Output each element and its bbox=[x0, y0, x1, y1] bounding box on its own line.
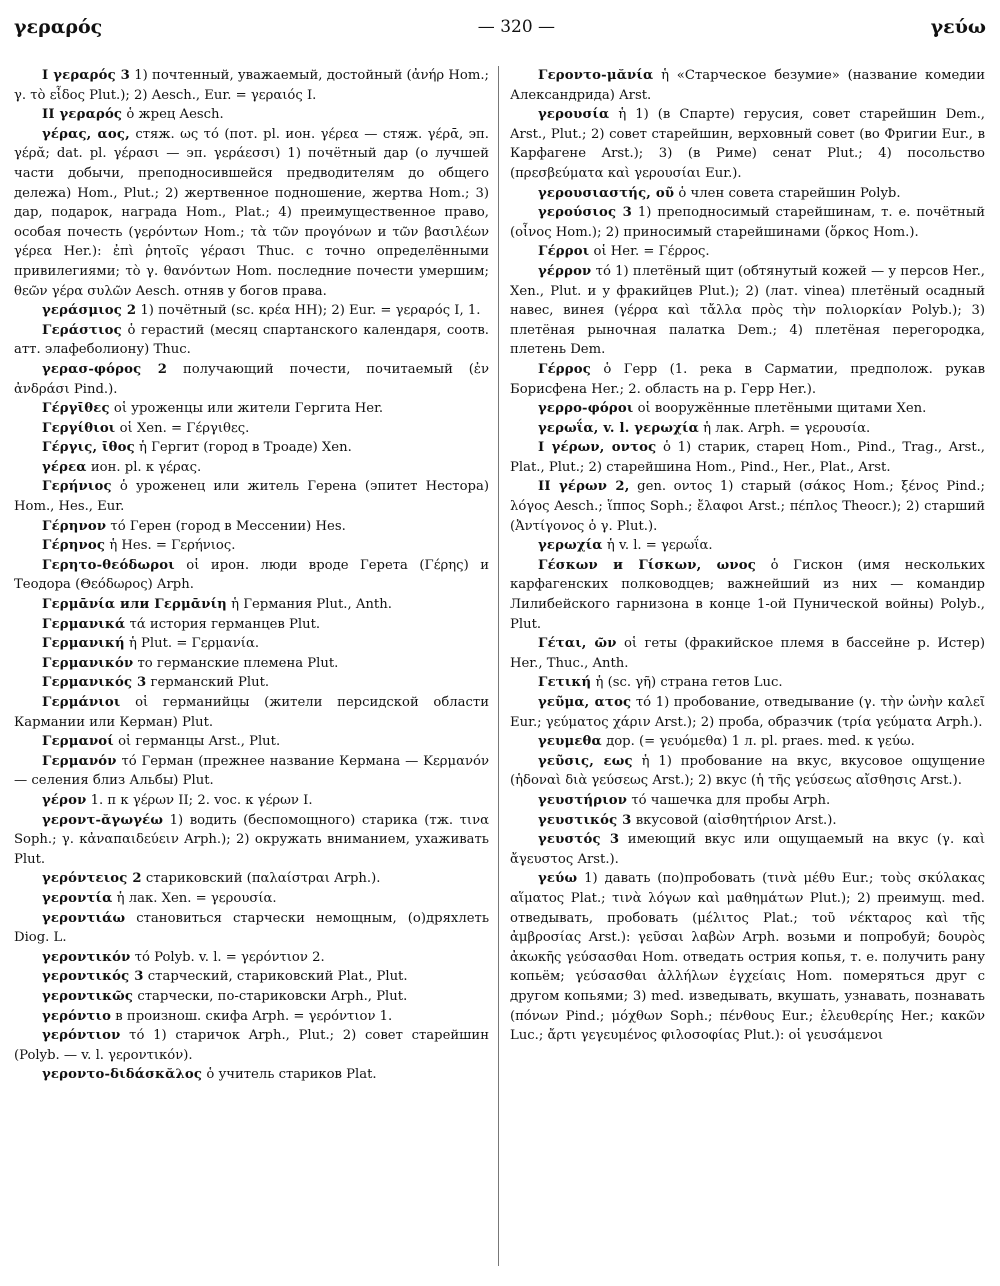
entry-headword: γέρρον bbox=[538, 263, 592, 279]
dictionary-entry bbox=[510, 438, 985, 477]
dictionary-entry bbox=[14, 536, 489, 556]
entry-headword: II γεραρός bbox=[42, 107, 123, 123]
entry-headword: I γέρων, οντος bbox=[538, 440, 657, 456]
entry-headword: γερόντιο bbox=[42, 1008, 112, 1024]
dictionary-entry bbox=[510, 262, 985, 360]
dictionary-entry bbox=[14, 889, 489, 909]
entry-definition: стариковский (παλαίστραι Arph.). bbox=[141, 871, 381, 887]
entry-definition: ἡ лак. Xen. = γερουσία. bbox=[112, 890, 277, 906]
entry-definition: οἱ Xen. = Γέργιθες. bbox=[115, 420, 250, 436]
entry-headword: II γέρων 2, bbox=[538, 479, 630, 495]
entry-headword: γερουσία bbox=[538, 107, 610, 123]
dictionary-entry bbox=[14, 987, 489, 1007]
dictionary-entry bbox=[14, 967, 489, 987]
dictionary-entry bbox=[510, 752, 985, 791]
entry-definition: τά история германцев Plut. bbox=[125, 616, 321, 632]
entry-definition: ὁ уроженец или житель Герена (эпитет Нестора) Hom., Hes., Eur. bbox=[14, 479, 489, 515]
dictionary-entry bbox=[14, 360, 489, 399]
entry-definition: ион. pl. к γέρας. bbox=[86, 459, 202, 475]
entry-headword: γεῦσις, εως bbox=[538, 753, 633, 769]
header-left-headword: γεραρός bbox=[14, 16, 103, 38]
dictionary-entry bbox=[14, 1065, 489, 1085]
entry-definition: ἡ Plut. = Γερμανία. bbox=[124, 636, 260, 652]
entry-definition: οἱ уроженцы или жители Гергита Her. bbox=[109, 401, 384, 417]
entry-headword: γεράσμιος 2 bbox=[42, 303, 137, 319]
entry-headword: γεροντο-διδάσκᾰλος bbox=[42, 1067, 203, 1083]
dictionary-entry bbox=[510, 242, 985, 262]
entry-headword: γέρον bbox=[42, 792, 87, 808]
entry-definition: τό 1) плетёный щит (обтянутый кожей — у персов Her., Xen., Plut. и у фракийцев Plut.); 2) (лат. vinea) плетёный осадный навес, винея (γέρρα καὶ τἄλλα πρὸς τὴν πολιορκίαν Polyb.); 3) плетёная рыночная палатка Dem.; 4) плетёная перегородка, плетень Dem. bbox=[510, 263, 985, 358]
entry-headword: Γερμανική bbox=[42, 636, 125, 652]
dictionary-entry bbox=[14, 301, 489, 321]
entry-headword: Γέται, ῶν bbox=[538, 636, 617, 652]
dictionary-entry bbox=[510, 556, 985, 634]
entry-definition: τό 1) пробование, отведывание (γ. τὴν ὠνὴν καλεῖ Eur.; γεύματος χάριν Arst.); 2) проба, образчик (τρία γεύματα Arph.). bbox=[510, 695, 985, 730]
dictionary-entry bbox=[14, 811, 489, 870]
entry-definition: τό чашечка для пробы Arph. bbox=[627, 792, 831, 808]
entry-definition: οἱ германийцы (жители персидской области Кармании или Керман) Plut. bbox=[14, 695, 489, 730]
dictionary-entry bbox=[510, 830, 985, 869]
entry-definition: ἡ Hes. = Γερήνιος. bbox=[105, 538, 236, 554]
dictionary-entry bbox=[510, 399, 985, 419]
dictionary-entry bbox=[14, 693, 489, 732]
entry-headword: γεροντιάω bbox=[42, 910, 126, 926]
entry-definition: ἡ v. l. = γερωΐα. bbox=[602, 538, 713, 554]
entry-headword: γευμεθα bbox=[538, 734, 602, 750]
entry-headword: γερασ-φόρος 2 bbox=[42, 361, 168, 377]
entry-headword: Γερητο-θεόδωροι bbox=[42, 557, 175, 573]
dictionary-entry bbox=[14, 105, 489, 125]
entry-headword: γέρας, αος, bbox=[42, 126, 130, 142]
entry-headword: Γέργῑθες bbox=[42, 401, 110, 417]
right-column bbox=[510, 66, 985, 1276]
dictionary-entry bbox=[510, 105, 985, 183]
dictionary-entry bbox=[14, 399, 489, 419]
entry-headword: γευστικός 3 bbox=[538, 812, 632, 828]
dictionary-entry bbox=[14, 1007, 489, 1027]
entry-headword: Γέρηνον bbox=[42, 518, 107, 534]
entry-headword: Γεροντο-μᾰνία bbox=[538, 68, 654, 83]
dictionary-entry bbox=[14, 634, 489, 654]
entry-definition: 1) почтенный, уважаемый, достойный (ἀνήρ Hom.; γ. τὸ εἶδος Plut.); 2) Aesch., Eur. = γεραιός I. bbox=[14, 68, 489, 103]
dictionary-entry bbox=[14, 66, 489, 105]
entry-definition: старчески, по-стариковски Arph., Plut. bbox=[133, 988, 408, 1004]
entry-definition: получающий почести, почитаемый (ἐν ἀνδράσι Pind.). bbox=[14, 361, 489, 397]
dictionary-entry bbox=[510, 791, 985, 811]
entry-definition: τό 1) старичок Arph., Plut.; 2) совет старейшин (Polyb. — v. l. γεροντικόν). bbox=[14, 1028, 489, 1063]
entry-definition: ἡ 1) (в Спарте) герусия, совет старейшин Dem., Arst., Plut.; 2) совет старейшин, верховный совет (во Фригии Eur., в Карфагене Arst.); 3) (в Риме) сенат Plut.; 4) посольство (πρεσβεύματα καὶ γερουσίαι Eur.). bbox=[510, 107, 985, 181]
entry-headword: γεροντικός 3 bbox=[42, 969, 144, 985]
entry-definition: 1) преподносимый старейшинам, т. е. почётный (οἶνος Hom.); 2) приносимый старейшинами (ὅρκος Hom.). bbox=[510, 205, 985, 240]
dictionary-entry bbox=[510, 184, 985, 204]
entry-definition: τό Герен (город в Мессении) Hes. bbox=[106, 518, 346, 534]
dictionary-entry bbox=[14, 791, 489, 811]
entry-definition: ἡ Германия Plut., Anth. bbox=[226, 597, 392, 613]
dictionary-entry bbox=[14, 125, 489, 301]
entry-definition: ἡ 1) пробование на вкус, вкусовое ощущение (ἡδοναὶ διὰ γεύσεως Arst.); 2) вкус (ἡ τῆς γεύσεως αἴσθησις Arst.). bbox=[510, 753, 985, 789]
dictionary-entry bbox=[510, 673, 985, 693]
dictionary-entry bbox=[14, 419, 489, 439]
entry-headword: Γέργις, ῑθος bbox=[42, 440, 135, 456]
entry-headword: Γέσκων и Γίσκων, ωνος bbox=[538, 557, 756, 573]
entry-definition: ἡ Гергит (город в Троаде) Xen. bbox=[134, 440, 352, 456]
dictionary-entry bbox=[510, 360, 985, 399]
entry-definition: οἱ германцы Arst., Plut. bbox=[113, 734, 281, 750]
dictionary-entry bbox=[14, 477, 489, 516]
entry-definition: германский Plut. bbox=[146, 675, 270, 691]
entry-headword: γευστήριον bbox=[538, 792, 628, 808]
entry-headword: γερούσιος 3 bbox=[538, 205, 633, 221]
dictionary-entry bbox=[14, 654, 489, 674]
entry-definition: ὁ Герр (1. река в Сарматии, предполож. рукав Борисфена Her.; 2. область на р. Герр Her.). bbox=[510, 361, 985, 397]
entry-headword: Γερμανικά bbox=[42, 616, 126, 632]
dictionary-entry bbox=[14, 752, 489, 791]
entry-definition: ὁ член совета старейшин Polyb. bbox=[674, 185, 901, 201]
dictionary-entry bbox=[510, 634, 985, 673]
dictionary-entry bbox=[510, 869, 985, 1045]
dictionary-entry bbox=[510, 811, 985, 831]
entry-definition: gen. οντος 1) старый (σάκος Hom.; ξένος Pind.; λόγος Aesch.; ἵππος Soph.; ἔλαφοι Arst.; πέπλος Theocr.); 2) старший (Ἀντίγονος ὁ γ. Plut.). bbox=[510, 479, 985, 534]
entry-headword: γεύω bbox=[538, 871, 578, 887]
dictionary-entry bbox=[14, 673, 489, 693]
entry-headword: Γερμανικόν bbox=[42, 655, 134, 671]
entry-headword: Γερήνιος bbox=[42, 479, 112, 495]
dictionary-entry bbox=[14, 1026, 489, 1065]
entry-headword: γεροντικόν bbox=[42, 949, 131, 965]
dictionary-entry bbox=[14, 556, 489, 595]
entry-definition: 1. п к γέρων II; 2. voc. к γέρων I. bbox=[86, 792, 313, 808]
page-header bbox=[14, 14, 986, 40]
entry-definition: старческий, стариковский Plat., Plut. bbox=[143, 969, 408, 985]
dictionary-entry bbox=[14, 948, 489, 968]
dictionary-entry bbox=[14, 438, 489, 458]
entry-definition: ἡ лак. Arph. = γερουσία. bbox=[698, 420, 871, 436]
entry-definition: дор. (= γευόμεθα) 1 л. pl. praes. med. к γεύω. bbox=[601, 734, 915, 750]
dictionary-entry bbox=[510, 477, 985, 536]
entry-definition: ἡ (sc. γῆ) страна гетов Luc. bbox=[591, 675, 783, 691]
entry-definition: ὁ герастий (месяц спартанского календаря, соотв. атт. элафеболиону) Thuc. bbox=[14, 322, 489, 358]
entry-headword: γέρεα bbox=[42, 459, 87, 475]
entry-definition: ὁ Гискон (имя нескольких карфагенских полководцев; важнейший из них — командир Лилибейского гарнизона в конце 1-ой Пунической войны) Polyb., Plut. bbox=[510, 557, 985, 632]
entry-definition: 1) водить (беспомощного) старика (тж. τινα Soph.; γ. κἀναπαιδεύειν Arph.); 2) окружать вниманием, ухаживать Plut. bbox=[14, 812, 489, 867]
entry-definition: οἱ ирон. люди вроде Герета (Γέρης) и Теодора (Θεόδωρος) Arph. bbox=[14, 557, 489, 593]
entry-definition: τό Polyb. v. l. = γερόντιον 2. bbox=[130, 949, 325, 965]
left-column bbox=[14, 66, 489, 1276]
column-divider bbox=[498, 66, 499, 1266]
entry-definition: τό Герман (прежнее название Кермана — Κερμανόν — селения близ Альбы) Plut. bbox=[14, 753, 489, 789]
entry-headword: γεροντικῶς bbox=[42, 988, 134, 1004]
dictionary-entry bbox=[510, 536, 985, 556]
entry-definition: становиться старчески немощным, (о)дряхлеть Diog. L. bbox=[14, 910, 489, 946]
entry-headword: Γερμανικός 3 bbox=[42, 675, 147, 691]
dictionary-entry bbox=[14, 458, 489, 478]
dictionary-entry bbox=[510, 419, 985, 439]
entry-definition: стяж. ως τό (пот. pl. ион. γέρεα — стяж. γέρᾱ, эп. γέρᾰ; dat. pl. γέρασι — эп. γεράεσσι) 1) почётный дар (о лучшей части добычи, преподносившейся предводителям до общего дележа) Hom., Plut.; 2) жертвенное подношение, жертва Hom.; 3) дар, подарок, награда Hom., Plat.; 4) преимущественное право, особая почесть (γερόντων Hom.; τὰ τῶν προγόνων и τῶν βασιλέων γέρεα Her.): ἐπὶ ῥητοῖς γέρασι Thuc. с точно определёнными привилегиями; τὸ γ. θανόντων Hom. последние почести умершим; θεῶν γέρα συλῶν Aesch. отняв у богов права. bbox=[14, 126, 489, 299]
entry-headword: γερωχία bbox=[538, 538, 603, 554]
entry-definition: в произнош. скифа Arph. = γερόντιον 1. bbox=[111, 1008, 393, 1024]
entry-definition: οἱ Her. = Γέρρος. bbox=[589, 244, 710, 260]
dictionary-entry bbox=[510, 732, 985, 752]
entry-definition: οἱ вооружённые плетёными щитами Xen. bbox=[633, 401, 927, 417]
entry-definition: то германские племена Plut. bbox=[133, 655, 339, 671]
page-number: — 320 — bbox=[477, 17, 556, 37]
entry-definition: ὁ учитель стариков Plat. bbox=[202, 1067, 377, 1083]
entry-headword: γευστός 3 bbox=[538, 832, 620, 848]
entry-headword: γερρο-φόροι bbox=[538, 401, 634, 417]
dictionary-entry bbox=[510, 66, 985, 105]
dictionary-entry bbox=[14, 732, 489, 752]
dictionary-entry bbox=[14, 595, 489, 615]
dictionary-entry bbox=[14, 517, 489, 537]
entry-definition: имеющий вкус или ощущаемый на вкус (γ. καὶ ἄγευστος Arst.). bbox=[510, 832, 985, 867]
entry-headword: Γέρηνος bbox=[42, 538, 106, 554]
entry-headword: Γεράστιος bbox=[42, 322, 122, 338]
entry-headword: Γερμανόν bbox=[42, 753, 117, 769]
entry-definition: ἡ «Старческое безумие» (название комедии Александрида) Arst. bbox=[510, 68, 985, 103]
entry-definition: ὁ жрец Aesch. bbox=[122, 107, 224, 123]
entry-definition: 1) давать (по)пробовать (τινὰ μέθυ Eur.; τοὺς σκύλακας αἵματος Plat.; τινὰ λόγων καὶ μαθημάτων Plut.); 2) преимущ. med. отведывать, пробовать (μέλιτος Plat.; τοῦ νέκταρος καὶ τῆς ἀμβροσίας Arst.): γεῦσαι λαβὼν Arph. возьми и попробуй; δουρὸς ἀκωκῆς γεύσασθαι Hom. отведать острия копья, т. е. получить рану копьём; γεύσασθαι ἀλλήλων ἐγχείαις Hom. померяться друг с другом копьями; 3) med. изведывать, вкушать, узнавать, познавать (πόνων Pind.; μόχθων Soph.; πένθους Eur.; ἐλευθερίης Her.; κακῶν Luc.; ἄρτι γεγευμένος φιλοσοφίας Plut.): οἱ γευσάμενοι bbox=[510, 871, 985, 1044]
entry-headword: Γερμανοί bbox=[42, 734, 114, 750]
dictionary-entry bbox=[14, 615, 489, 635]
entry-headword: γερόντιον bbox=[42, 1028, 121, 1044]
entry-headword: γερωΐα, v. l. γερωχία bbox=[538, 420, 699, 436]
entry-definition: ὁ 1) старик, старец Hom., Pind., Trag., Arst., Plat., Plut.; 2) старейшина Hom., Pind., Her., Plat., Arst. bbox=[510, 440, 985, 475]
entry-headword: Γερμάνιοι bbox=[42, 695, 121, 710]
dictionary-entry bbox=[14, 909, 489, 948]
entry-headword: γεῦμα, ατος bbox=[538, 695, 632, 710]
dictionary-entry bbox=[14, 869, 489, 889]
entry-headword: γερόντειος 2 bbox=[42, 871, 142, 887]
entry-headword: Γετική bbox=[538, 675, 592, 691]
entry-definition: οἱ геты (фракийское племя в бассейне р. Истер) Her., Thuc., Anth. bbox=[510, 636, 985, 671]
entry-headword: Γερμᾱνία или Γερμᾱνίη bbox=[42, 597, 227, 613]
header-right-headword: γεύω bbox=[930, 16, 986, 38]
entry-headword: Γεργίθιοι bbox=[42, 420, 116, 436]
entry-headword: γεροντία bbox=[42, 890, 113, 906]
dictionary-entry bbox=[510, 693, 985, 732]
entry-headword: Γέρρος bbox=[538, 361, 591, 377]
dictionary-entry bbox=[14, 321, 489, 360]
entry-headword: γερουσιαστής, οῦ bbox=[538, 185, 675, 201]
entry-definition: 1) почётный (sc. κρέα HH); 2) Eur. = γεραρός I, 1. bbox=[136, 303, 481, 319]
entry-headword: I γεραρός 3 bbox=[42, 68, 131, 83]
entry-headword: Γέρροι bbox=[538, 244, 590, 260]
entry-definition: вкусовой (αἰσθητήριον Arst.). bbox=[631, 812, 837, 828]
entry-headword: γεροντ-ᾰγωγέω bbox=[42, 812, 164, 828]
dictionary-entry bbox=[510, 203, 985, 242]
